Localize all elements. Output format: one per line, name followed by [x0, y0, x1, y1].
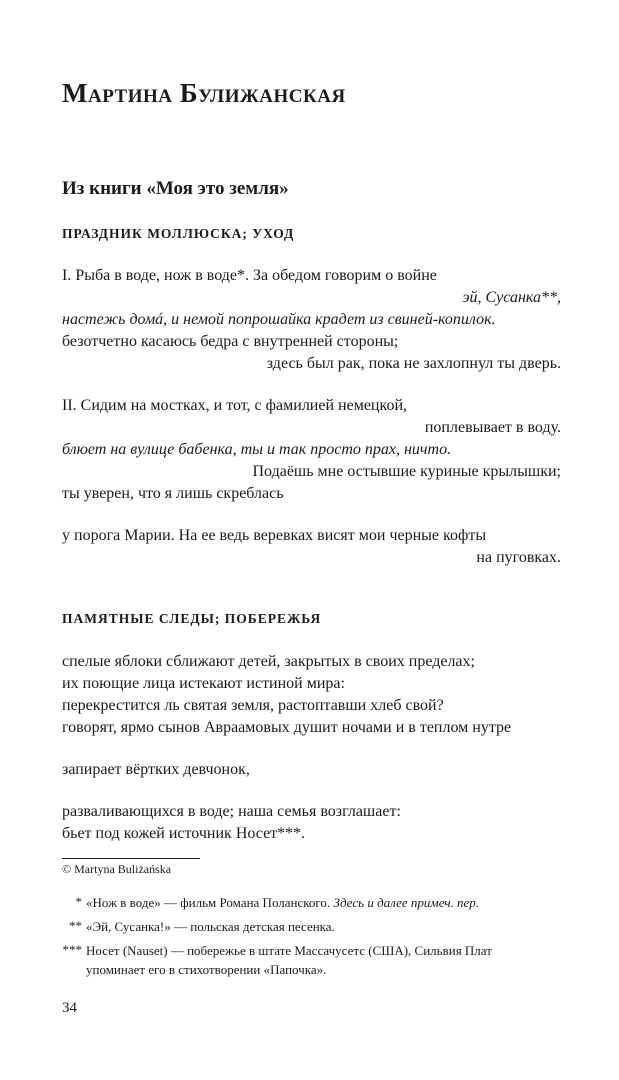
- poem-line: перекрестится ль святая земля, растоптавши хлеб свой?: [62, 697, 444, 714]
- book-title: Из книги «Моя это земля»: [62, 178, 289, 199]
- poem-line: разваливающихся в воде; наша семья возглашает:: [62, 803, 401, 820]
- poem-line: здесь был рак, пока не захлопнул ты дверь.: [266, 355, 561, 372]
- footnote-divider: [62, 858, 200, 859]
- poem-line: Подаёшь мне остывшие куриные крылышки;: [252, 463, 561, 480]
- poem-line: ты уверен, что я лишь скреблась: [62, 485, 284, 502]
- poem-line: эй, Сусанка**,: [462, 289, 561, 306]
- poem-line: I. Рыба в воде, нож в воде*. За обедом говорим о войне: [62, 267, 437, 284]
- footnote-3-continued: упоминает его в стихотворении «Папочка».: [86, 962, 327, 977]
- footnote-mark-1: *: [75, 894, 82, 909]
- poem-line: спелые яблоки сближают детей, закрытых в своих пределах;: [62, 653, 475, 670]
- poem-line: у порога Марии. На ее ведь веревках висят мои черные кофты: [62, 527, 487, 544]
- footnote-1-text: «Нож в воде» — фильм Романа Поланского.: [86, 895, 331, 910]
- footnote-2: «Эй, Сусанка!» — польская детская песенка.: [86, 919, 335, 934]
- poem-line: настежь домá, и немой попрошайка крадет из свиней-копилок.: [62, 311, 496, 328]
- poem-line: запирает вёртких девчонок,: [62, 761, 250, 778]
- poem-line: II. Сидим на мостках, и тот, с фамилией немецкой,: [62, 397, 407, 414]
- footnote-1-note: Здесь и далее примеч. пер.: [333, 895, 480, 910]
- poem-line: поплевывает в воду.: [424, 419, 561, 436]
- footnote-mark-2: **: [69, 918, 82, 933]
- poem-line: бьет под кожей источник Носет***.: [62, 825, 306, 842]
- author-name: Мартина Булижанская: [62, 78, 346, 108]
- footnote-mark-3: ***: [62, 942, 82, 957]
- footnote-3: Носет (Nauset) — побережье в штате Массачусетс (США), Сильвия Плат: [86, 943, 492, 958]
- copyright-notice: © Martyna Buliżańska: [62, 862, 172, 876]
- poem-line: блюет на вулице бабенка, ты и так просто прах, ничто.: [62, 441, 452, 458]
- page-number: 34: [62, 1000, 77, 1016]
- poem-line: на пуговках.: [476, 549, 561, 566]
- poem-line: их поющие лица истекают истиной мира:: [62, 675, 345, 692]
- poem-line: говорят, ярмо сынов Авраамовых душит ночами и в теплом нутре: [62, 719, 512, 736]
- footnote-1: [86, 893, 479, 912]
- section-heading-1: ПРАЗДНИК МОЛЛЮСКА; УХОД: [62, 226, 295, 241]
- poem-line: безотчетно касаюсь бедра с внутренней стороны;: [62, 333, 399, 350]
- section-heading-2: ПАМЯТНЫЕ СЛЕДЫ; ПОБЕРЕЖЬЯ: [62, 611, 322, 626]
